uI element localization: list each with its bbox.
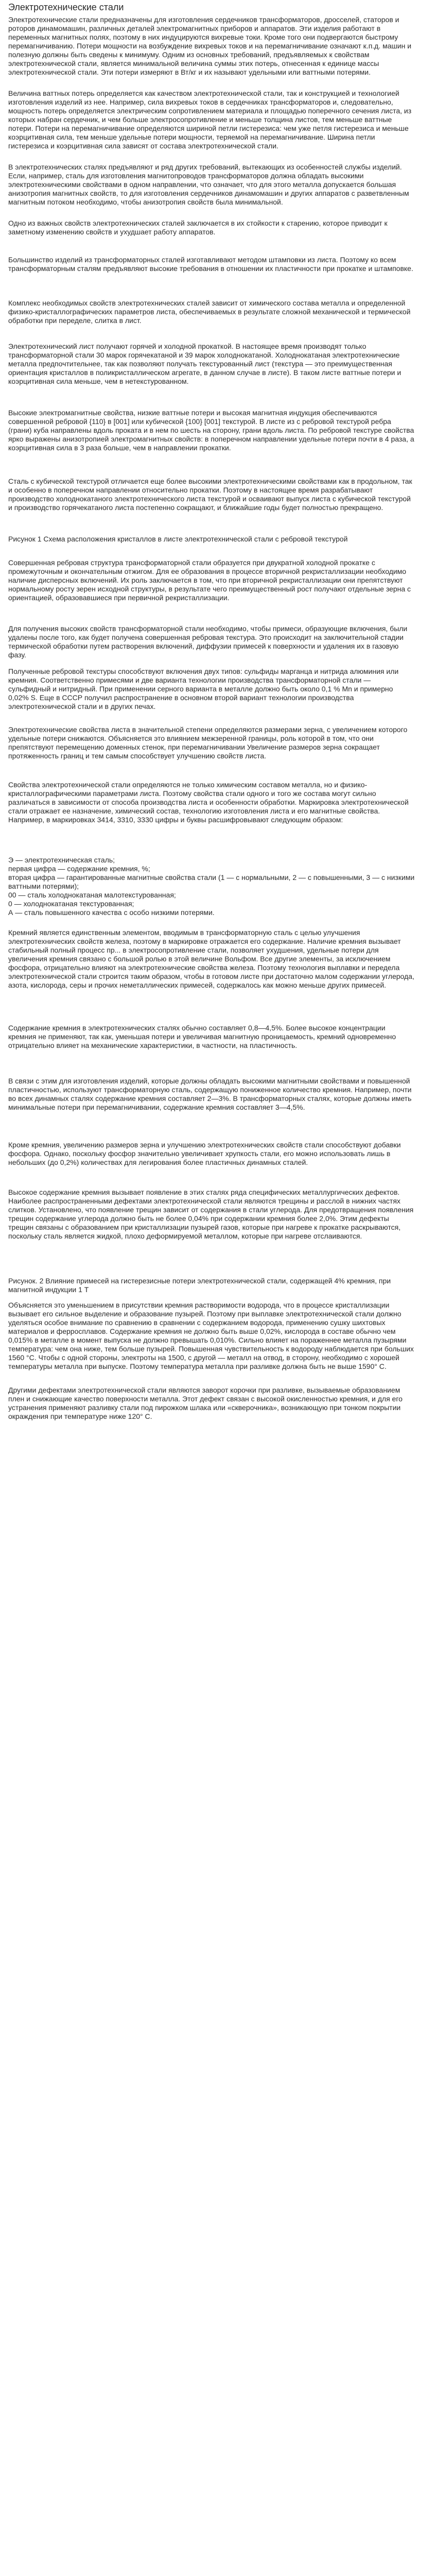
figure-2-caption: Рисунок. 2 Влияние примесей на гистерезисные потери электротехнической стали, содержащей 4% кремния, при магнитной индукции 1 Т [8,1277,391,1294]
paragraph: Электротехнические стали предназначены для изготовления сердечников трансформаторов, дросселей, статоров и роторов динамомашин, различных деталей электромагнитных приборов и аппаратов. Эти изделия работают в переменных магнитных полях, поэтому в них индуцируются вихревые токи. Кроме того они подвергаются быстрому перемагничиванию. Потери мощности на возбуждение вихревых токов и на перемагничивание означают к.п.д. машин и полезную должны быть сведены к минимуму. Одним из основных требований, предъявляемых к свойствам электротехнической стали, является минимальной величина суммы этих потерь, отнесенная к единице массы электротехнической стали. Эти потери измеряют в Вт/кг и их называют удельными или ваттными потерями. [8,15,413,76]
paragraph: Величина ваттных потерь определяется как качеством электротехнической стали, так и конструкцией и технологией изготовления изделий из нее. Например, сила вихревых токов в сердечниках трансформаторов и, следовательно, мощность потерь определяется электрическим сопротивлением материала и площадью поперечного сечения листа, из которых набран сердечник, и чем больше электросопротивление и меньше толщина листов, тем меньше ваттные потери. Потери на перемагничивание определяются шириной петли гистерезиса: чем уже петля гистерезиса и меньше коэрцитивная сила, тем меньше удельные потери мощности, теряемой на перемагничивание. Ширина петли гистерезиса и коэрцитивная сила зависят от состава электротехнической стали. [8,89,414,150]
list-item: Э — электротехническая сталь; [8,856,115,864]
paragraph: В электротехнических сталях предъявляют и ряд других требований, вытекающих из особенностей службы изделий. Если, например, сталь для изготовления магнитопроводов трансформаторов должна обладать высокими электротехническими свойствами в одном направлении, что означает, что для этого металла допускается большая анизотропия магнитных свойств, то для изготовления сердечников динамомашин и других аппаратов с разветвленным магнитным потоком необходимо, чтобы анизотропия свойств была минимальной. [8,163,411,206]
list-item: А — сталь повышенного качества с особо низкими потерями. [8,908,215,917]
paragraph: Электротехнический лист получают горячей и холодной прокаткой. В настоящее время производят только трансформаторной стали 30 марок горячекатаной и 39 марок холоднокатаной. Холоднокатаная электротехнические металла предпочтительнее, так как позволяют получать текстурованный лист (текстура — это преимущественная ориентация кристаллов в поликристаллическом агрегате, в данном случае в листе). В таком листе ваттные потери и коэрцитивная сила меньше, чем в нетекстурованном. [8,342,404,385]
paragraph: Кроме кремния, увеличению размеров зерна и улучшению электротехнических свойств стали способствуют добавки фосфора. Однако, поскольку фосфор значительно увеличивает хрупкость стали, его можно использовать лишь в небольших (до 0,2%) количествах для легирования более пластичных динамных сталей. [8,1141,403,1166]
paragraph: Объясняется это уменьшением в присутствии кремния растворимости водорода, что в процессе кристаллизации вызывает его сильное выделение и образование пузырей. Поэтому при выплавке электротехнической стали должно уделяться особое внимание по сравнению в сравнении с содержанием водорода, применению сушку шихтовых материалов и ферросплавов. Содержание кремния не должно быть выше 0,02%, кислорода в составе обычно чем 0,015% в металле в момент выпуска не должно превышать 0,010%. Сильно влияет на пораженнее металла пузырями температура: чем она ниже, тем больше пузырей. Повышенная чувствительность к водороду наблюдается при больших 1560 °С. Чтобы с одной стороны, электроты на 1500, с другой — металл на отвод, в сторону, необходимо с хорошей температуры металла при выпуске. Поэтому температура металла при разливке должна быть не выше 1590° С. [8,1301,416,1370]
paragraph: Одно из важных свойств электротехнических сталей заключается в их стойкости к старению, которое приводит к заметному изменению свойств и ухудшает работу аппаратов. [8,219,390,236]
paragraph: Комплекс необходимых свойств электротехнических сталей зависит от химического состава металла и определенной физико-кристаллографических параметров листа, обеспечиваемых в результате сложной механической и термической обработки при переделе, слитка в лист. [8,299,413,325]
paragraph: Совершенная ребровая структура трансформаторной стали образуется при двукратной холодной прокатке с промежуточным и окончательным отжигом. Для ее образования в процессе вторичной рекристаллизации необходимо наличие дисперсных включений. Их роль заключается в том, что при вторичной рекристаллизации они препятствуют нормальному росту зерен исходной структуры, в результате чего преимущественный рост получают отдельные зерна с ориентацией, образовавшиеся при первичной рекристаллизации. [8,558,413,602]
paragraph: Электротехнические свойства листа в значительной степени определяются размерами зерна, с увеличением которого удельные потери снижаются. Объясняется это влиянием межзеренной границы, роль которой в том, что они препятствуют перемещению доменных стенок, при перемагничивании Увеличение размеров зерна сокращает протяженность границ и тем самым способствует улучшению свойств листа. [8,725,410,760]
marking-list [8,856,415,917]
paragraph: Высокие электромагнитные свойства, низкие ваттные потери и высокая магнитная индукция обеспечиваются совершенной ребровой {110} в [001] или кубической {100} [001] текстурой. В листе из с ребровой текстурой ребра (грани) куба направлены вдоль проката и в нем по шесть на сторону, грани вдоль листа. По ребровой текстуре свойства ярко выражены анизотропией электромагнитных свойств: в поперечном направлении удельные потери почти в 4 раза, а коэрцитивная сила в 3 раза больше, чем в направлении прокатки. [8,409,416,452]
paragraph: В связи с этим для изготовления изделий, которые должны обладать высокими магнитными свойствами и повышенной пластичностью, используют трансформаторную сталь, содержащую пониженное количество кремния. Например, почти во всех динамных сталях содержание кремния составляет 2—3%. В трансформаторных сталях, которые должны иметь минимальные потери при перемагничивании, содержание кремния составляет 3—4,5%. [8,1077,414,1111]
paragraph: Полученные ребровой текстуры способствуют включения двух типов: сульфиды марганца и нитрида алюминия или кремния. Соответственно примесями и две варианта технологии производства трансформаторной стали — сульфидный и нитридный. При применении серного варианта в металле должно быть около 0,1 % Mn и примерно 0,02% S. Еще в СССР получил распространение в основном второй вариант технологии производства электротехнической стали и в других печах. [8,667,401,710]
paragraph: Большинство изделий из трансформаторных сталей изготавливают методом штамповки из листа. Поэтому ко всем трансформаторным сталям предъявляют высокие требования в отношении их пластичности при прокатке и штамповке. [8,256,413,273]
paragraph: Высокое содержание кремния вызывает появление в этих сталях ряда специфических металлургических дефектов. Наиболее распространенными дефектами электротехнической стали являются трещины и расслой в нижних частях слитков. Установлено, что появление трещин зависит от содержания в стали углерода. Для предотвращения появления трещин содержание углерода должно быть не более 0,04% при содержании кремния более 2,0%. Этим дефекты трещин связаны с образованием при кристаллизации пузырей газов, которые при нагреве к прокатке раскрываются, поскольку сталь является жидкой, плохо деформируемой металлом, которые при нагреве отслаиваются. [8,1188,416,1240]
paragraph: Сталь с кубической текстурой отличается еще более высокими электротехническими свойствами как в продольном, так и особенно в поперечном направлении относительно прокатки. Поэтому в настоящее время разрабатывают производство холоднокатаного электротехнического листа текстурой и осваивают выпуск листа с кубической текстурой и производство горячекатаного листа постепенно сокращают, и ближайшие годы будет полностью прекращено. [8,477,414,512]
paragraph: Для получения высоких свойств трансформаторной стали необходимо, чтобы примеси, образующие включения, были удалены после того, как будет получена совершенная ребровая текстура. Это происходит на заключительной стадии термической обработки путем растворения включений, диффузии примесей к поверхности и удаления их в газовую фазу. [8,624,410,659]
paragraph: Содержание кремния в электротехнических сталях обычно составляет 0,8—4,5%. Более высокое концентрации кремния не применяют, так как, уменьшая потери и увеличивая магнитную проницаемость, кремний одновременно отрицательно влияет на механические характеристики, в частности, на пластичность. [8,1024,398,1049]
list-item: 0 — холоднокатаная текстурованная; [8,900,134,908]
list-item: вторая цифра — гарантированные магнитные свойства стали (1 — с нормальными, 2 — с повышенными, 3 — с низкими ваттными потерями); [8,873,417,890]
paragraph: Свойства электротехнической стали определяются не только химическим составом металла, но и физико-кристаллографическими параметрами листа. Поэтому свойства стали одного и того же состава могут сильно различаться в зависимости от способа производства листа и особенности обработки. Маркировка электротехнической стали отражает ее назначение, химический состав, технологию изготовления листа и его магнитные свойства. Например, в маркировках 3414, 3310, 3330 цифры и буквы расшифровывают следующим образом: [8,781,411,824]
paragraph: Кремний является единственным элементом, вводимым в трансформаторную сталь с целью улучшения электротехнических свойств железа, поэтому в маркировке отражается его содержание. Наличие кремния вызывает стабильный полный процесс пр... в электросопротивление стали, позволяет ухудшения, удельные потери для увеличения кремния связано с большой ролью в этой величине Вольфом. Все другие элементы, за исключением фосфора, отрицательно влияют на электротехнические свойства железа. Поэтому технология выплавки и передела электротехнической стали строится таким образом, чтобы в готовом листе при достаточно малом содержании углерода, азота, кислорода, серы и прочих неметаллических примесей, содержалось как можно меньше других примесей. [8,928,416,989]
list-item: первая цифра — содержание кремния, %; [8,865,150,873]
page-title: Электротехнические стали [8,2,124,12]
list-item: 00 — сталь холоднокатаная малотекстурованная; [8,891,176,899]
figure-caption: Рисунок 1 Схема расположения кристаллов в листе электротехнической стали с ребровой текстурой [8,535,348,543]
paragraph: Другими дефектами электротехнической стали являются заворот корочки при разливке, вызываемые образованием плен и снижающие качество поверхности металла. Этот дефект связан с высокой окисленностью кремния, и для его устранения применяют разливку стали под пирожком шлака или «скверочника», возникающую при тонком покрытии окраждения при температуре ниже 120° С. [8,1386,405,1420]
